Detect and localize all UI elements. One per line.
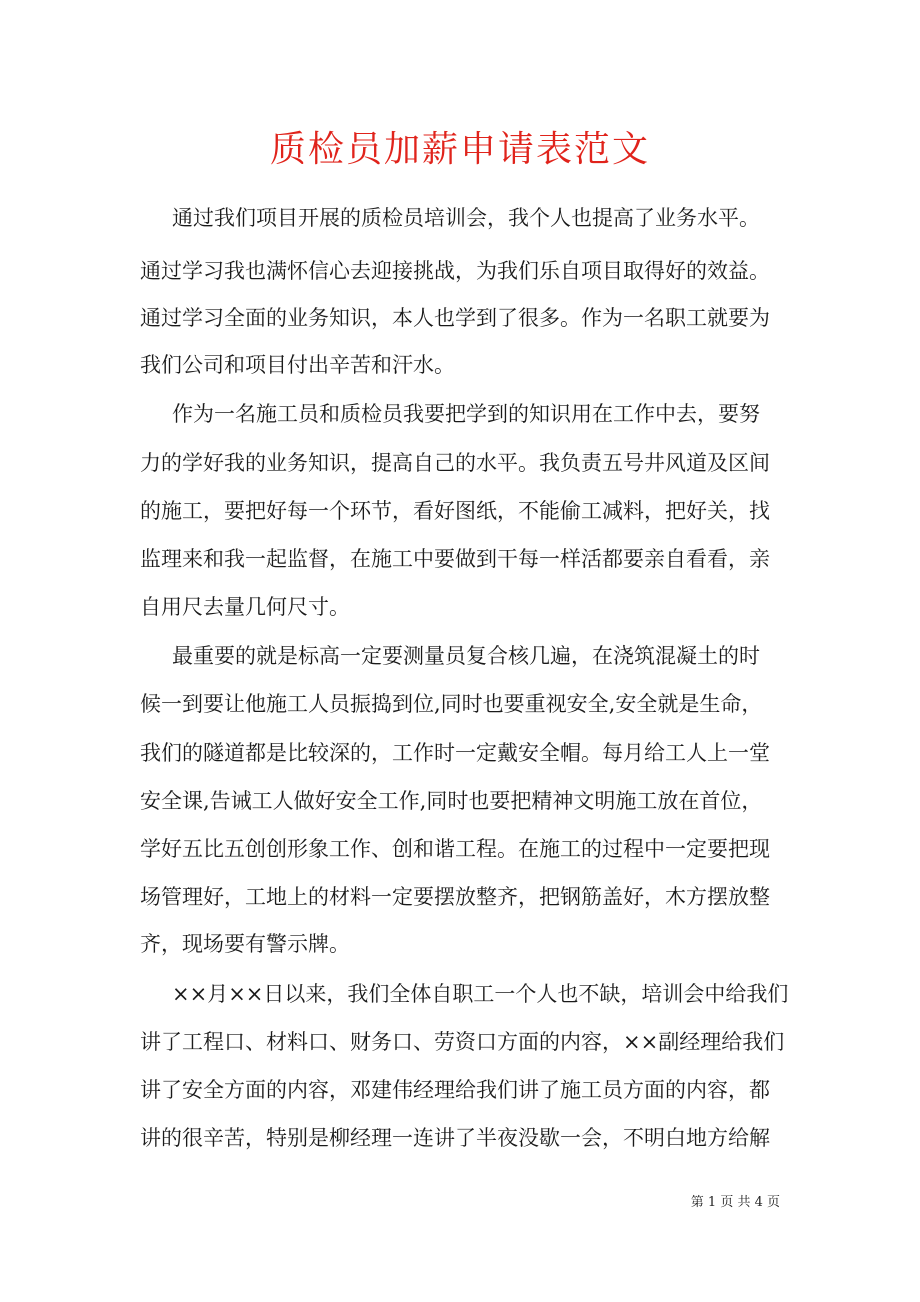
paragraph-1-line-1: 通过我们项目开展的质检员培训会，我个人也提高了业务水平。 [172, 206, 760, 230]
paragraph-3-line-7: 齐，现场要有警示牌。 [140, 932, 350, 956]
paragraph-3-line-3: 我们的隧道都是比较深的，工作时一定戴安全帽。每月给工人上一堂 [140, 741, 770, 765]
paragraph-2-line-4: 监理来和我一起监督，在施工中要做到干每一样活都要亲自看看，亲 [140, 547, 770, 571]
paragraph-1-line-4: 我们公司和项目付出辛苦和汗水。 [140, 353, 455, 377]
paragraph-2-line-1: 作为一名施工员和质检员我要把学到的知识用在工作中去，要努 [172, 402, 760, 426]
paragraph-4-line-2: 讲了工程口、材料口、财务口、劳资口方面的内容，××副经理给我们 [140, 1030, 785, 1054]
paragraph-4-line-3: 讲了安全方面的内容，邓建伟经理给我们讲了施工员方面的内容，都 [140, 1078, 770, 1102]
paragraph-1-line-2: 通过学习我也满怀信心去迎接挑战，为我们乐自项目取得好的效益。 [140, 259, 770, 283]
paragraph-2-line-3: 的施工，要把好每一个环节，看好图纸，不能偷工减料，把好关，找 [140, 499, 770, 523]
paragraph-1-line-3: 通过学习全面的业务知识，本人也学到了很多。作为一名职工就要为 [140, 306, 770, 330]
paragraph-4-line-1: ××月××日以来，我们全体自职工一个人也不缺，培训会中给我们 [172, 982, 789, 1006]
paragraph-3-line-1: 最重要的就是标高一定要测量员复合核几遍，在浇筑混凝土的时 [172, 644, 760, 668]
paragraph-3-line-6: 场管理好，工地上的材料一定要摆放整齐，把钢筋盖好，木方摆放整 [140, 885, 770, 909]
paragraph-2-line-2: 力的学好我的业务知识，提高自己的水平。我负责五号井风道及区间 [140, 451, 770, 475]
paragraph-3-line-5: 学好五比五创创形象工作、创和谐工程。在施工的过程中一定要把现 [140, 837, 770, 861]
document-title: 质检员加薪申请表范文 [269, 129, 650, 170]
paragraph-3-line-2: 候一到要让他施工人员振捣到位,同时也要重视安全,安全就是生命， [140, 692, 763, 716]
page-number: 第 1 页 共 4 页 [690, 1195, 780, 1210]
paragraph-4-line-4: 讲的很辛苦，特别是柳经理一连讲了半夜没歇一会，不明白地方给解 [140, 1126, 770, 1150]
paragraph-3-line-4: 安全课,告诫工人做好安全工作,同时也要把精神文明施工放在首位， [140, 789, 763, 813]
paragraph-2-line-5: 自用尺去量几何尺寸。 [140, 595, 350, 619]
